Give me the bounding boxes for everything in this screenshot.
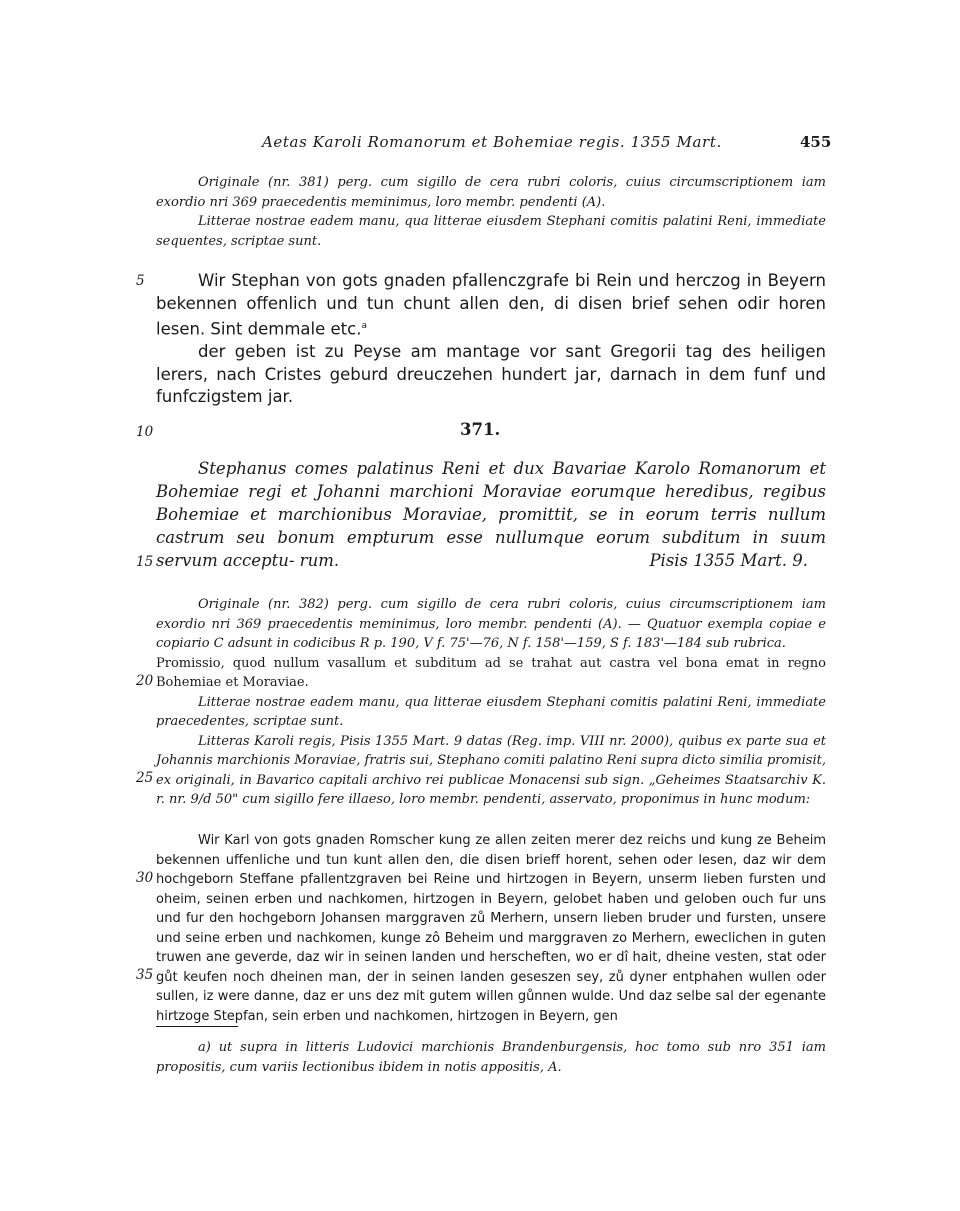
charter-paragraph xyxy=(156,270,826,341)
apparatus-notes xyxy=(156,595,826,810)
note-original: Originale (nr. 382) perg. cum sigillo de cera rubri coloris, cuius circumscriptionem iam exordio nri 369 praecedentis meminimus, loro membr. pendenti (A). — Quatuor exempla copiae e copiario C adsunt in codicibus R p. 190, V f. 75'—76, N f. 158'—159, S f. 183'—184 sub rubrica. xyxy=(156,597,826,651)
footnote-rule xyxy=(156,1026,238,1027)
footnote xyxy=(156,1038,826,1077)
line-number: 35 xyxy=(136,967,154,983)
regest-text: Stephanus comes palatinus Reni et dux Bavariae Karolo Romanorum et Bohemiae regi et Johanni marchioni Moraviae eorumque heredibus, regibus Bohemiae et marchionibus Moraviae, promittit, se in eorum terris nullum castrum seu bonum empturum esse nullumque eorum subditum in suum servum acceptu- rum. xyxy=(156,459,826,570)
line-number: 5 xyxy=(136,273,145,289)
line-number: 15 xyxy=(136,554,154,570)
footnote-marker: a xyxy=(361,321,367,331)
apparatus-notes-top xyxy=(156,173,826,251)
document-number: 371. xyxy=(460,420,501,439)
charter-text-stephan xyxy=(156,270,826,409)
footnote-text: a) ut supra in litteris Ludovici marchionis Brandenburgensis, hoc tomo sub nro 351 iam propositis, cum variis lectionibus ibidem in notis appositis, A. xyxy=(156,1040,826,1075)
line-number: 25 xyxy=(136,770,154,786)
regest xyxy=(156,457,826,572)
charter-text-karl xyxy=(156,831,826,1026)
regest-paragraph xyxy=(156,457,826,572)
note-hand: Litterae nostrae eadem manu, qua litterae eiusdem Stephani comitis palatini Reni, immediate praecedentes, scriptae sunt. xyxy=(156,694,826,729)
note-original: Originale (nr. 381) perg. cum sigillo de cera rubri coloris, cuius circumscriptionem iam exordio nri 369 praecedentis meminimus, loro membr. pendenti (A). xyxy=(156,175,826,210)
note-hand: Litterae nostrae eadem manu, qua litterae eiusdem Stephani comitis palatini Reni, immediate sequentes, scriptae sunt. xyxy=(156,214,826,249)
page-number: 455 xyxy=(800,133,832,151)
line-number: 30 xyxy=(136,870,154,886)
line-number: 20 xyxy=(136,673,154,689)
place-date: Pisis 1355 Mart. 9. xyxy=(649,551,808,570)
note-rubric: Promissio, quod nullum vasallum et subditum ad se trahat aut castra vel bona emat in regno Bohemiae et Moraviae. xyxy=(156,655,826,690)
note-karoli: Litteras Karoli regis, Pisis 1355 Mart. 9 datas (Reg. imp. VIII nr. 2000), quibus ex parte sua et Johannis marchionis Moraviae, fratris sui, Stephano comiti palatino Reni supra dicto similia promisit, ex originali, in Bavarico capitali archivo rei publicae Monacensi sub sign. „Geheimes Staatsarchiv K. r. nr. 9/d 50" cum sigillo fere illaeso, loro membr. pendenti, asservato, proponimus in hunc modum: xyxy=(156,733,826,807)
running-title: Aetas Karoli Romanorum et Bohemiae regis. 1355 Mart. xyxy=(262,133,722,151)
charter-paragraph-text: Wir Stephan von gots gnaden pfallenczgrafe bi Rein und herczog in Beyern bekennen offenlich und tun chunt allen den, di disen brief sehen odir horen lesen. Sint demmale etc. xyxy=(156,271,826,339)
line-number: 10 xyxy=(136,424,154,440)
charter-paragraph: Wir Karl von gots gnaden Romscher kung ze allen zeiten merer dez reichs und kung ze Beheim bekennen uffenliche und tun kunt allen den, die disen brieff horent, sehen oder lesen, daz wir dem hochgeborn Steffane pfallentzgraven bei Reine und hirtzogen in Beyern, unserm lieben fursten und oheim, seinen erben und nachkomen, hirtzogen in Beyern, gelobet haben und geloben ouch fur uns und fur den hochgeborn Johansen marggraven zů Merhern, unsern lieben bruder und fursten, unsere und seine erben und nachkomen, kunge zô Beheim und marggraven zo Merhern, eweclichen in guten truwen ane geverde, daz wir in seinen landen und herscheften, wo er dî hait, dheine vesten, stat oder gůt keufen noch dheinen man, der in seinen landen geseszen sey, zů dyner entphahen wullen oder sullen, iz were danne, daz er uns dez mit gutem willen gůnnen wulde. Und daz selbe sal der egenante hirtzoge Stepfan, sein erben und nachkomen, hirtzogen in Beyern, gen xyxy=(156,833,826,1024)
charter-dating: der geben ist zu Peyse am mantage vor sant Gregorii tag des heiligen lerers, nach Cristes geburd dreuczehen hundert jar, darnach in dem funf und funfczigstem jar. xyxy=(156,342,826,406)
